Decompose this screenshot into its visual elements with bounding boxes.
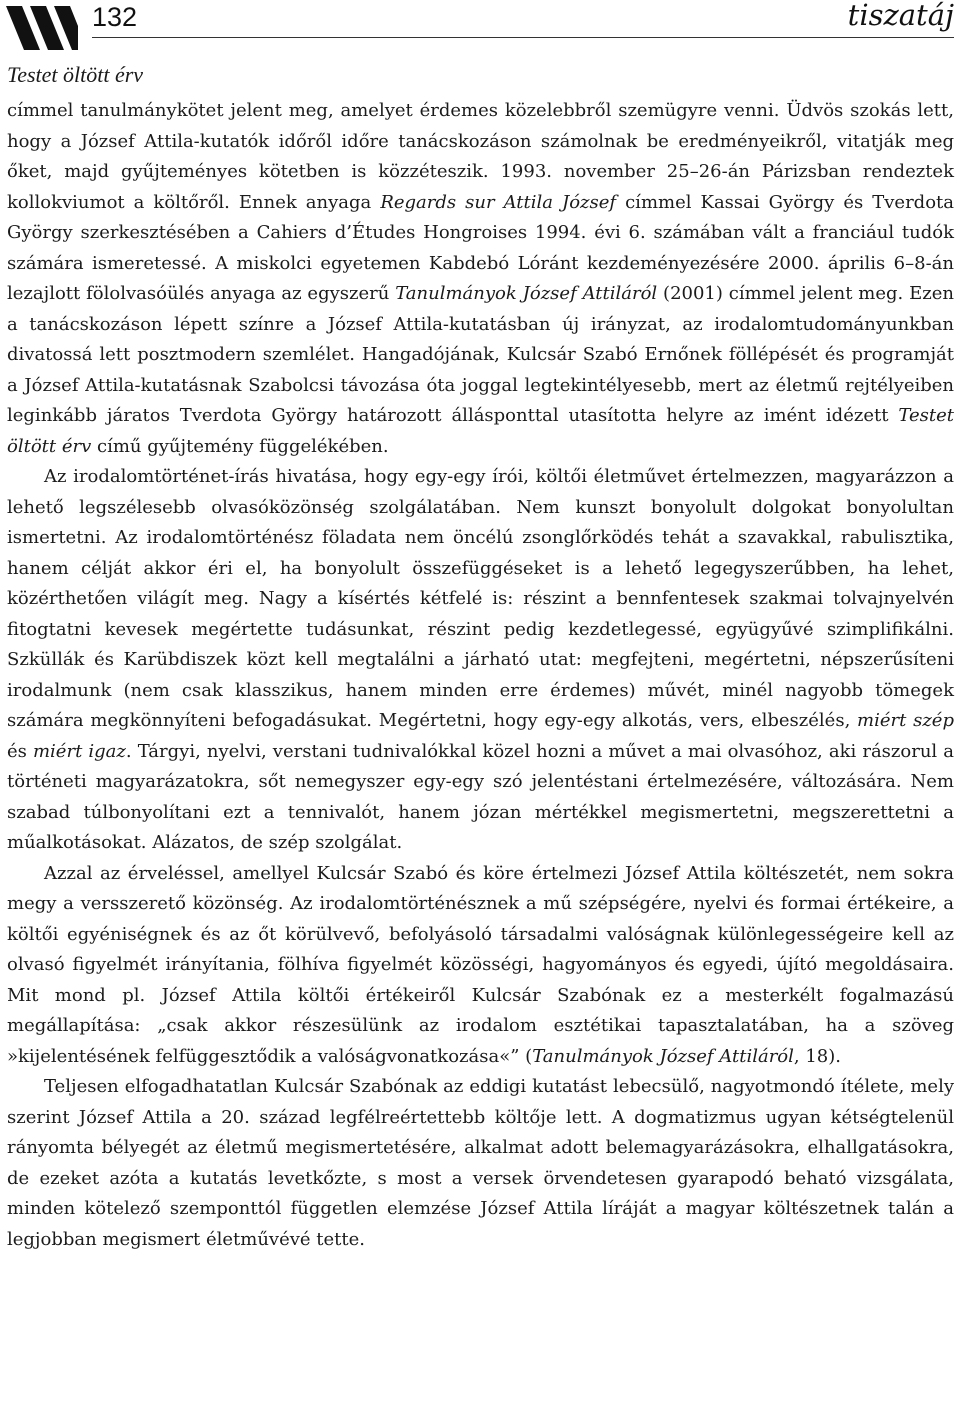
italic-title-run: miért szép bbox=[857, 710, 954, 731]
double-chevron-logo-icon bbox=[6, 6, 78, 50]
text-run: címmel tanulmánykötet jelent meg, amelyet érdemes közelebbről szemügyre venni. Üdvös szokás lett, hogy a József Attila-kutatók időről időre tanácskozáson számolnak be eredményeikről, vitatják meg őket, majd gyűjteményes kötetben is közzéteszik. 1993. november 25–26-án Párizsban rendeztek kollokviumot a költőről. Ennek anyaga bbox=[7, 100, 954, 213]
page-number: 132 bbox=[92, 2, 138, 32]
italic-title-run: Tanulmányok József Attiláról bbox=[395, 283, 658, 304]
text-run: címmel Kassai György és Tverdota György szerkesztésében a Cahiers d’Études Hongroises 1994. évi 6. számában vált a franciául tudók számára ismeretessé. A miskolci egyetemen Kabdebó Lóránt kezdeményezésére 2000. április 6–8-án lezajlott fölolvasóülés anyaga az egyszerű bbox=[7, 191, 955, 304]
italic-title-run: Tanulmányok József Attiláról bbox=[532, 1045, 794, 1067]
text-run: és bbox=[7, 740, 33, 762]
text-run: Azzal az érveléssel, amellyel Kulcsár Szabó és köre értelmezi József Attila költészetét, nem sokra megy a versszerető közönség. Az irodalomtörténésznek a mű szépségére, nyelvi és formai értékeire, a költői egyéniségnek és az őt körülvevő, befolyásoló társadalmi valóságnak különlegességeire kell az olvasó figyelmét irányítania, fölhíva figyelmét közösségi, hagyományos és egyedi, újító megoldásaira. Mit mond pl. József Attila költői értékeiről Kulcsár Szabónak ez a mesterkélt fogalmazású megállapítása: „csak akkor részesülünk az irodalom esztétikai tapasztalatában, ha a szöveg »kijelentésének felfüggesztődik a valóságvonatkozása«” ( bbox=[7, 862, 954, 1067]
header-rule bbox=[92, 37, 954, 38]
text-run: , 18). bbox=[793, 1045, 841, 1067]
text-run: című gyűjtemény függelékében. bbox=[91, 435, 389, 457]
running-header bbox=[0, 0, 960, 64]
article-body bbox=[7, 96, 954, 1255]
text-run: Az irodalomtörténet-írás hivatása, hogy egy-egy írói, költői életművet értelmezzen, magyarázzon a lehető legszélesebb olvasóközönség szolgálatában. Nem kunszt bonyolult dolgokat bonyolultan ismertetni. Az irodalomtörténész föladata nem öncélú zsonglőrködés tehát a szavakkal, rabulisztika, hanem célját akkor éri el, ha bonyolult összefüggéseket is a lehető legegyszerűbben, ha lehet, közérthetően világít meg. Nagy a kísértés kétfelé is: részint a bennfentesek szakmai tolvajnyelvén fitogtatni kevesek megértette tudásunkat, részint pedig kezdetlegessé, együgyűvé szimplifikálni. Szküllák és Karübdiszek közt kell megtalálni a járható utat: megfejteni, megértetni, népszerűsíteni irodalmunk (nem csak klasszikus, hanem minden erre érdemes) művét, minél nagyobb tömegek számára megkönnyíteni befogadásukat. Megértetni, hogy egy-egy alkotás, vers, elbeszélés, bbox=[7, 466, 954, 731]
italic-title-run: miért igaz bbox=[32, 740, 126, 762]
paragraph bbox=[7, 1072, 954, 1255]
text-run: . Tárgyi, nyelvi, verstani tudnivalókkal közel hozni a művet a mai olvasóhoz, aki rászorul a történeti magyarázatokra, sőt nemegyszer egy-egy szó jelentéstani értelmezésére, változására. Nem szabad túlbonyolítani ezt a tennivalót, hanem józan mértékkel megismertetni, megszerettetni a műalkotásokat. Alázatos, de szép szolgálat. bbox=[7, 740, 955, 853]
italic-title-run: Regards sur Attila József bbox=[380, 191, 617, 213]
journal-title: tiszatáj bbox=[847, 0, 954, 32]
paragraph bbox=[7, 96, 954, 462]
paragraph bbox=[7, 859, 954, 1073]
paragraph bbox=[7, 462, 954, 859]
text-run: Teljesen elfogadhatatlan Kulcsár Szabónak az eddigi kutatást lebecsülő, nagyotmondó ítélete, mely szerint József Attila a 20. század legfélreértettebb költője lett. A dogmatizmus ugyan kétségtelenül rányomta bélyegét az életmű megismertetésére, alkalmat adott belemagyarázásokra, elhallgatásokra, de ezeket azóta a kutatás levetkőzte, s most a versek örvendetesen gyarapodó beható vizsgálata, minden kötelező szemponttól független elemzése József Attila líráját a magyar költészetnek talán a legjobban megismert életművévé tette. bbox=[7, 1076, 954, 1250]
italic-title-run: Testet öltött érv bbox=[7, 405, 954, 457]
book-title-line: Testet öltött érv bbox=[7, 62, 144, 87]
text-run: (2001) címmel jelent meg. Ezen a tanácskozáson lépett színre a József Attila-kutatásban új irányzat, az irodalomtudományunkban divatossá lett posztmodern szemlélet. Hangadójának, Kulcsár Szabó Ernőnek föllépését és programját a József Attila-kutatásnak Szabolcsi távozása óta joggal legtekintélyesebb, mert az életmű rejtélyeiben leginkább járatos Tverdota György határozott állásponttal utasította helyre az imént idézett bbox=[7, 283, 954, 426]
